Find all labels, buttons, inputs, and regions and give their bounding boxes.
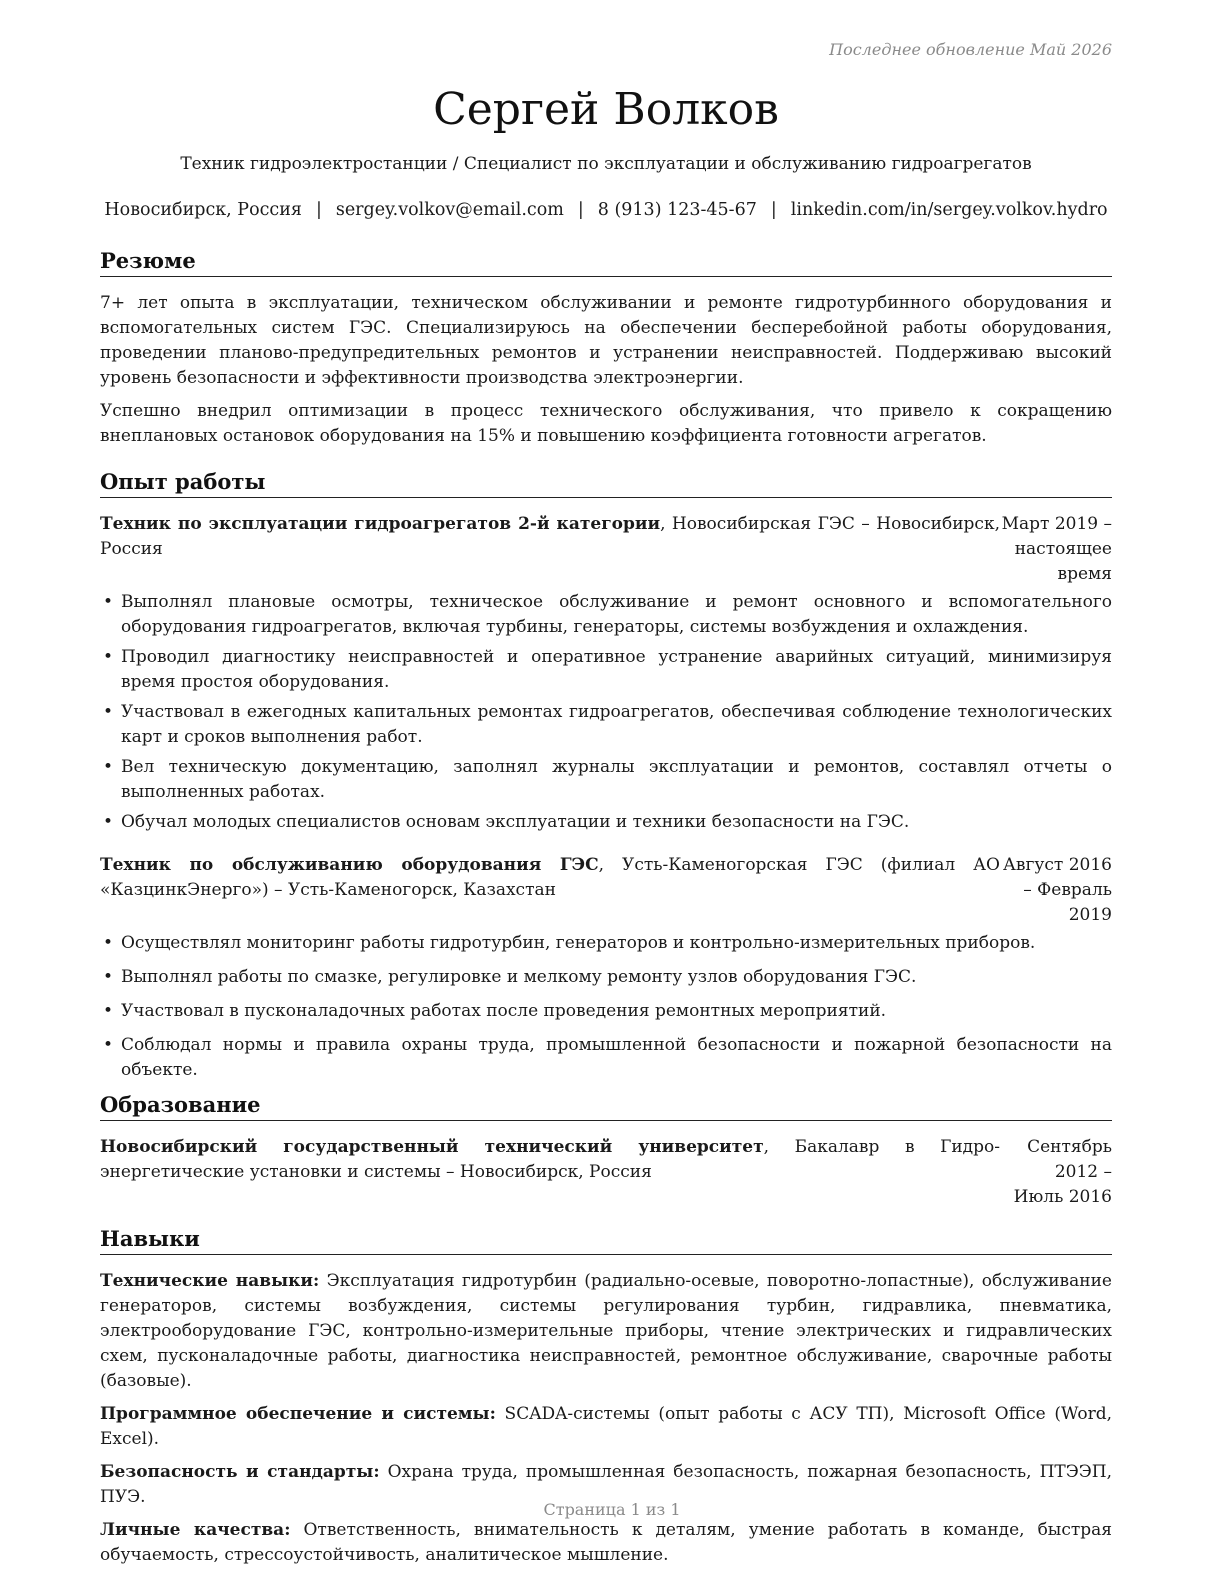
section-title-skills: Навыки <box>100 1226 1112 1255</box>
skill-label: Безопасность и стандарты: <box>100 1462 380 1482</box>
list-item <box>100 590 1112 640</box>
skill-label: Личные качества: <box>100 1520 291 1540</box>
bullet-text: Соблюдал нормы и правила охраны труда, промышленной безопасности и пожарной безопасности на объекте. <box>121 1035 1112 1080</box>
job-bullets <box>100 590 1112 835</box>
summary-paragraph: 7+ лет опыта в эксплуатации, техническом обслуживании и ремонте гидротурбинного оборудования и вспомогательных систем ГЭС. Специализируюсь на обеспечении бесперебойной работы оборудования, проведении планово-предупредительных ремонтов и устранении неисправностей. Поддерживаю высокий уровень безопасности и эффективности производства электроэнергии. <box>100 293 1112 388</box>
section-title-summary: Резюме <box>100 248 1112 277</box>
job-entry <box>100 512 1112 835</box>
bullet-icon: • <box>103 1001 114 1021</box>
headline: Техник гидроэлектростанции / Специалист по эксплуатации и обслуживанию гидроагрегатов <box>180 154 1032 174</box>
skill-label: Программное обеспечение и системы: <box>100 1404 496 1424</box>
bullet-text: Участвовал в пусконаладочных работах после проведения ремонтных мероприятий. <box>121 1001 887 1021</box>
skill-group <box>100 1518 1112 1568</box>
skill-text: Охрана труда, промышленная безопасность, пожарная безопасность, ПТЭЭП, ПУЭ. <box>100 1462 1112 1507</box>
bullet-icon: • <box>103 933 114 953</box>
contact-linkedin[interactable]: linkedin.com/in/sergey.volkov.hydro <box>790 200 1108 220</box>
skill-label: Технические навыки: <box>100 1271 320 1291</box>
section-title-experience: Опыт работы <box>100 469 1112 498</box>
bullet-icon: • <box>103 647 114 667</box>
bullet-text: Проводил диагностику неисправностей и оперативное устранение аварийных ситуаций, минимизируя время простоя оборудования. <box>121 647 1112 692</box>
skill-text: SCADA-системы (опыт работы с АСУ ТП), Microsoft Office (Word, Excel). <box>100 1404 1112 1449</box>
bullet-icon: • <box>103 702 114 722</box>
last-updated: Последнее обновление Май 2026 <box>829 40 1112 59</box>
bullet-text: Осуществлял мониторинг работы гидротурбин, генераторов и контрольно-измерительных приборов. <box>121 933 1036 953</box>
education-school: Новосибирский государственный технический университет <box>100 1137 764 1157</box>
bullet-text: Выполнял работы по смазке, регулировке и мелкому ремонту узлов оборудования ГЭС. <box>121 967 917 987</box>
job-entry <box>100 853 1112 1083</box>
bullet-icon: • <box>103 967 114 987</box>
candidate-name: Сергей Волков <box>433 84 779 135</box>
contact-phone[interactable]: 8 (913) 123-45-67 <box>597 200 757 220</box>
education-line <box>100 1135 1000 1210</box>
job-title-line <box>100 512 1000 587</box>
list-item <box>100 1033 1112 1083</box>
list-item <box>100 931 1112 956</box>
skill-text: Ответственность, внимательность к деталям, умение работать в команде, быстрая обучаемость, стрессоустойчивость, аналитическое мышление. <box>100 1520 1112 1565</box>
job-bullets <box>100 931 1112 1083</box>
contact-location: Новосибирск, Россия <box>104 200 302 220</box>
contact-line <box>94 198 1118 222</box>
list-item <box>100 755 1112 805</box>
section-title-education: Образование <box>100 1092 1112 1121</box>
summary-paragraph: Успешно внедрил оптимизации в процесс технического обслуживания, что привело к сокращению внеплановых остановок оборудования на 15% и повышению коэффициента готовности агрегатов. <box>100 401 1112 446</box>
contact-separator: | <box>315 200 322 220</box>
skill-group <box>100 1402 1112 1452</box>
list-item <box>100 810 1112 835</box>
job-role: Техник по обслуживанию оборудования ГЭС <box>100 855 599 875</box>
job-org: , Усть-Каменогорская ГЭС (филиал АО «КазцинкЭнерго») – Усть-Каменогорск, Казахстан <box>100 855 1000 900</box>
job-header <box>100 512 1112 587</box>
page-footer: Страница 1 из 1 <box>543 1500 681 1519</box>
education-header <box>100 1135 1112 1210</box>
education-entry <box>100 1135 1112 1210</box>
bullet-text: Участвовал в ежегодных капитальных ремонтах гидроагрегатов, обеспечивая соблюдение технологических карт и сроков выполнения работ. <box>121 702 1112 747</box>
resume-page <box>100 40 1112 1568</box>
bullet-text: Обучал молодых специалистов основам эксплуатации и техники безопасности на ГЭС. <box>121 812 910 832</box>
list-item <box>100 999 1112 1024</box>
job-title-line <box>100 853 1000 928</box>
job-header <box>100 853 1112 928</box>
skills-body <box>100 1269 1112 1568</box>
contact-separator: | <box>577 200 584 220</box>
job-dates: Август 2016 – Февраль 2019 <box>1003 855 1112 925</box>
contact-separator: | <box>770 200 777 220</box>
job-dates: Март 2019 – настоящее время <box>1001 514 1112 584</box>
education-dates: Сентябрь 2012 – Июль 2016 <box>1013 1137 1112 1207</box>
skill-group <box>100 1269 1112 1394</box>
bullet-icon: • <box>103 1035 114 1055</box>
bullet-text: Выполнял плановые осмотры, техническое обслуживание и ремонт основного и вспомогательного оборудования гидроагрегатов, включая турбины, генераторы, системы возбуждения и охлаждения. <box>121 592 1112 637</box>
list-item <box>100 645 1112 695</box>
job-org: , Новосибирская ГЭС – Новосибирск, Россия <box>100 514 1000 559</box>
education-detail: , Бакалавр в Гидро-энергетические установки и системы – Новосибирск, Россия <box>100 1137 1000 1182</box>
bullet-icon: • <box>103 757 114 777</box>
summary-body <box>100 291 1112 449</box>
bullet-icon: • <box>103 592 114 612</box>
skill-text: Эксплуатация гидротурбин (радиально-осевые, поворотно-лопастные), обслуживание генераторов, системы возбуждения, системы регулирования турбин, гидравлика, пневматика, электрооборудование ГЭС, контрольно-измерительные приборы, чтение электрических и гидравлических схем, пусконаладочные работы, диагностика неисправностей, ремонтное обслуживание, сварочные работы (базовые). <box>100 1271 1112 1391</box>
contact-email[interactable]: sergey.volkov@email.com <box>335 200 564 220</box>
list-item <box>100 965 1112 990</box>
bullet-icon: • <box>103 812 114 832</box>
bullet-text: Вел техническую документацию, заполнял журналы эксплуатации и ремонтов, составлял отчеты о выполненных работах. <box>121 757 1112 802</box>
job-role: Техник по эксплуатации гидроагрегатов 2-й категории <box>100 514 661 534</box>
list-item <box>100 700 1112 750</box>
